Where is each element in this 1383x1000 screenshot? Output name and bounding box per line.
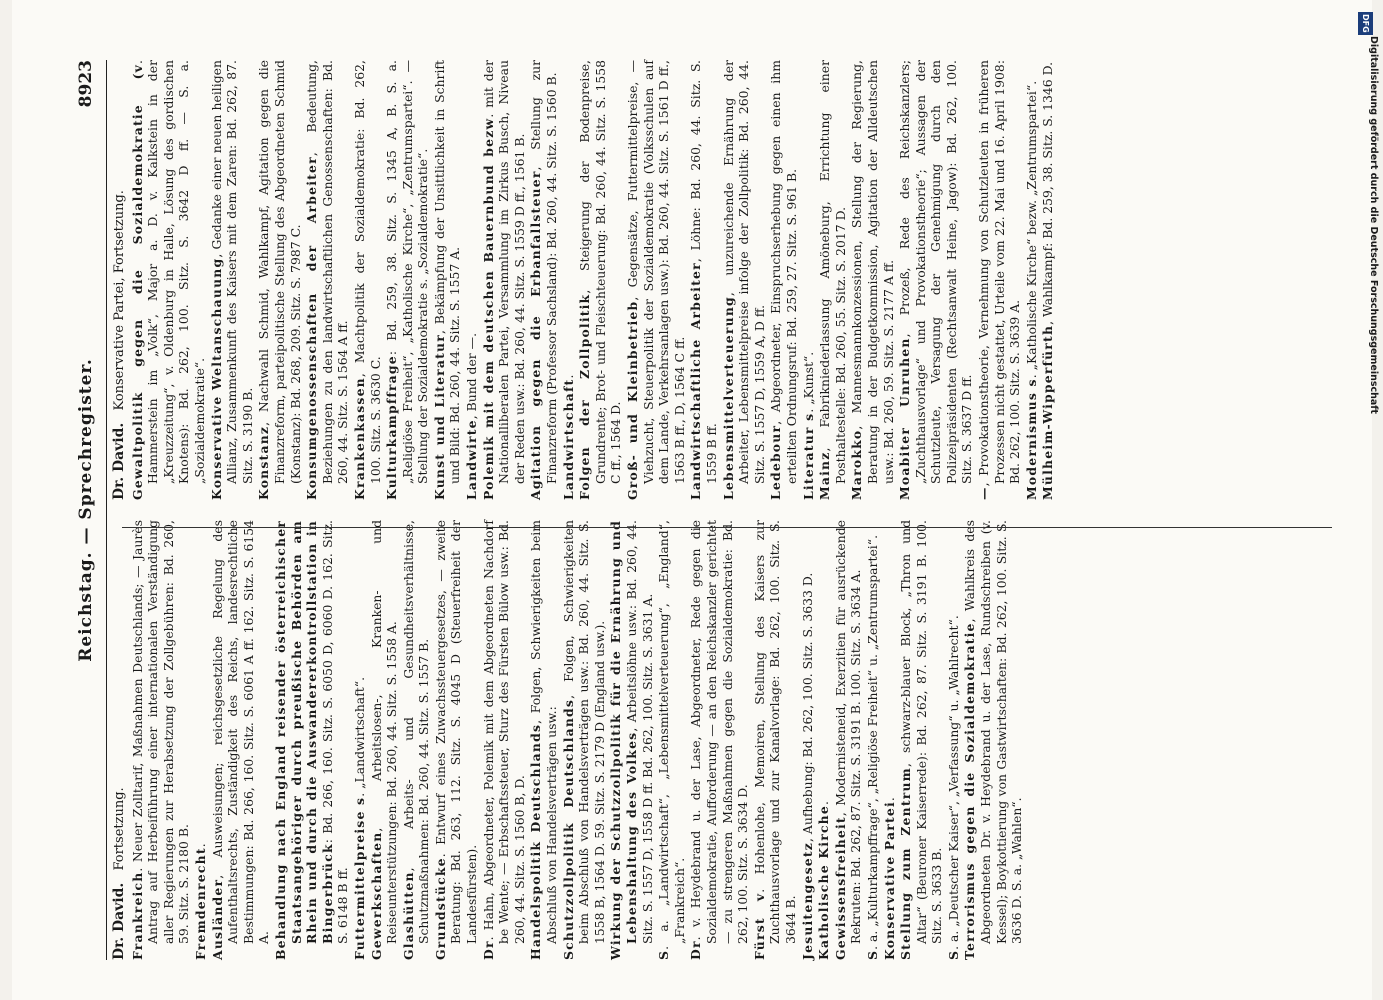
register-entry: Kunst und Literatur, Bekämpfung der Unsittlichkeit in Schrift und Bild: Bd. 260, 44. Sitz. S. 1557 A.: [431, 60, 463, 500]
register-entry: Jesuitengesetz, Aufhebung: Bd. 262, 100. Sitz. S. 3633 D.: [799, 572, 815, 960]
register-entry: S. a. „Kulturkampffrage“, „Religiöse Freiheit“ u. „Zentrumspartei“.: [864, 534, 880, 960]
register-entry: Gewerkschaften, Arbeitslosen-, Kranken- und Reiseunterstützungen: Bd. 260, 44. Sitz. S. 1558 A.: [368, 520, 400, 960]
register-entry: Futtermittelpreise s. „Landwirtschaft“.: [351, 676, 367, 960]
speaker-name: Dr. David.: [111, 882, 127, 960]
register-entry: Landwirte, Bund der —.: [464, 332, 480, 500]
left-column-head: [112, 520, 128, 960]
right-column: [112, 60, 1057, 500]
register-entry: Agitation gegen die Erbanfallsteuer, Stellung zur Finanzreform (Professor Sachsland): Bd. 260, 44. Sitz. S. 1560 B.: [528, 59, 560, 500]
register-entry: Dr. v. Heydebrand u. der Lase, Abgeordneter, Rede gegen die Sozialdemokratie, Aufforderung — an den Reichskanzler gerichtet — zu strengeren Maßnahmen gegen die Sozialdemokratie: Bd. 262, 100. Sitz. S. 3634 D.: [688, 520, 751, 960]
register-entry: Landwirtschaft.: [560, 374, 576, 500]
continuation-label: Konservative Partei, Fortsetzung.: [112, 190, 127, 411]
column-divider: [122, 527, 1332, 528]
register-entry: Behandlung nach England reisender österreichischer Staatsangehöriger durch preußische Behörden am Rhein und durch die Auswandererkontrollstation in Bingerbrück: Bd. 266, 160. Sitz. S. 6050 D, 6060 D. 162. Sitz. S. 6148 B ff.: [272, 520, 351, 960]
register-entry: Grundstücke. Entwurf eines Zuwachssteuergesetzes, — zweite Beratung: Bd. 263, 112. Sitz. S. 4045 D (Steuerfreiheit der Landesfürsten).: [432, 520, 480, 960]
register-entry: Fürst v. Hohenlohe, Memoiren, Stellung des Kaisers zur Zuchthausvorlage und zur Kanalvorlage: Bd. 262, 100. Sitz. S. 3644 B.: [751, 520, 798, 960]
speaker-name: Dr. David.: [111, 422, 127, 500]
register-entry: Lebensmittelverteuerung, unzureichende Ernährung der Arbeiter, Lebensmittelpreise infolge der Zollpolitik: Bd. 260, 44. Sitz. S. 1557 D, 1559 A, D ff.: [720, 60, 767, 500]
register-entry: Ausländer, Ausweisungen; reichsgesetzliche Regelung des Aufenthaltsrechts, Zuständigkeit des Reichs, landesrechtliche Bestimmungen: Bd. 266, 160. Sitz. S. 6061 A ff. 162. Sitz. S. 6154 A.: [209, 520, 272, 960]
digitization-note: Digitalisierung gefördert durch die Deutsche Forschungsgemeinschaft: [1368, 36, 1379, 414]
register-entry: Groß- und Kleinbetrieb, Gegensätze, Futtermittelpreise, — Viehzucht, Steuerpolitik der Sozialdemokratie (Volksschulen auf dem Lande, Verkehrsanlagen usw.): Bd. 260, 44. Sitz. S. 1561 D ff., 1563 B ff., D, 1564 C ff.: [625, 60, 687, 500]
register-entry: Konservative Weltanschauung, Gedanke einer neuen heiligen Allianz, Zusammenkunft des Kaisers mit dem Zaren: Bd. 262, 87. Sitz. S. 3190 B.: [208, 60, 255, 500]
register-entry: Fremdenrecht.: [192, 843, 208, 960]
register-entry: S. a. „Landwirtschaft“, „Lebensmittelverteuerung“, „England“, „Frankreich“.: [656, 520, 687, 960]
register-entry: Schutzzollpolitik Deutschlands, Folgen, Schwierigkeiten beim Abschluß von Handelsverträgen usw.: Bd. 260, 44. Sitz. S. 1558 B, 1564 D. 59. Sitz. S. 2179 D (England usw.).: [560, 520, 607, 960]
digitization-strip: [1353, 6, 1381, 414]
register-entry: Konsumgenossenschaften der Arbeiter, Bedeutung, Beziehungen zu den landwirtschaftlichen Genossenschaften: Bd. 260, 44. Sitz. S. 1564 A ff.: [304, 60, 351, 500]
register-entry: Gewissensfreiheit, Modernisteneid, Exerzitien für ausrückende Rekruten: Bd. 262, 87. Sitz. S. 3191 B. 100. Sitz. S. 3634 A.: [832, 520, 864, 960]
right-entries: [130, 60, 1056, 500]
register-entry: Moabiter Unruhen, Prozeß, Rede des Reichskanzlers; „Zuchthausvorlage“ und Provokationstheorie“; Aussagen der Schutzleute, Versagung der Genehmigung durch den Polizeipräsidenten (Rechtsanwalt Heine, Jagow): Bd. 262, 100. Sitz. S. 3637 D ff.: [897, 60, 975, 500]
register-entry: Wirkung der Schutzzollpolitik für die Ernährung und Lebenshaltung des Volkes, Arbeitslöhne usw.: Bd. 260, 44. Sitz. S. 1557 D, 1558 D ff. Bd. 262, 100. Sitz. S. 3631 A.: [608, 520, 655, 960]
register-entry: Frankreich. Neuer Zolltarif, Maßnahmen Deutschlands; — Jaurès Antrag auf Herbeiführung einer internationalen Verständigung aller Regierungen zur Herabsetzung der Zollgebühren: Bd. 260, 59. Sitz. S. 2180 B.: [129, 520, 192, 960]
register-entry: S. a. „Deutscher Kaiser“, „Verfassung“ u. „Wahlrecht“.: [945, 615, 961, 960]
register-entry: Dr. Hahn, Abgeordneter, Polemik mit dem Abgeordneten Nachdorf be Wente; — Erbschaftssteuer, Sturz des Fürsten Bülow usw.: Bd. 260, 44. Sitz. S. 1560 B, D.: [480, 520, 527, 960]
page-number: 8923: [76, 60, 96, 108]
left-entries: [130, 520, 1025, 960]
register-entry: Gewaltpolitik gegen die Sozialdemokratie (v. Hammerstein im „Volk“, Major a. D. v. Kalkstein in der „Kreuzzeitung“, v. Oldenburg in Halle, Lösung des gordischen Knotens): Bd. 262, 100. Sitz. S. 3642 D ff. — S. a. „Sozialdemokratie“.: [129, 60, 207, 500]
running-head: [70, 60, 107, 960]
register-entry: Konstanz, Nachwahl Schmid, Wahlkampf, Agitation gegen die Finanzreform, parteipolitische Stellung des Abgeordneten Schmid (Konstanz): Bd. 268, 209. Sitz. S. 7987 C.: [256, 60, 303, 500]
register-entry: Glashütten, Arbeits- und Gesundheitsverhältnisse, Schutzmaßnahmen: Bd. 260, 44. Sitz. S. 1557 B.: [400, 520, 432, 960]
register-entry: Kulturkampffrage: Bd. 259, 38. Sitz. S. 1345 A, B. S. a. „Religiöse Freiheit“, „Katholische Kirche“, „Zentrumspartei“. — Stellung der Sozialdemokratie s. „Sozialdemokratie“.: [384, 60, 431, 500]
register-entry: —, Provokationstheorie, Vernehmung von Schutzleuten in früheren Prozessen nicht gestattet, Urteile vom 22. Mai und 16. April 1908: Bd. 262, 100. Sitz. S. 3639 A.: [976, 60, 1023, 500]
register-entry: Modernismus s. „Katholische Kirche“ bezw. „Zentrumspartei“.: [1023, 80, 1039, 500]
register-entry: Mainz, Fabrikniederlassung Amöneburg, Errichtung einer Posthaltestelle: Bd. 260, 55. Sitz. S. 2017 D.: [817, 60, 848, 500]
register-entry: Stellung zum Zentrum, schwarz-blauer Block, „Thron und Altar“ (Beuroner Kaiserrede): Bd. 262, 87. Sitz. S. 3191 B. 100. Sitz. S. 3633 B.: [898, 519, 945, 960]
register-entry: Handelspolitik Deutschlands, Folgen, Schwierigkeiten beim Abschluß von Handelsverträgen usw.:: [528, 520, 560, 960]
register-entry: Terrorismus gegen die Sozialdemokratie, Wahlkreis des Abgeordneten Dr. v. Heydebrand u. der Lase, Rundschreiben (v. Kessel); Boykottierung von Gastwirtschaften: Bd. 262, 100. Sitz. S. 3636 D. S. a. „Wahlen“.: [962, 519, 1025, 960]
register-entry: Katholische Kirche.: [816, 801, 832, 960]
register-entry: Konservative Partei.: [881, 797, 897, 960]
register-entry: Polemik mit dem deutschen Bauernbund bezw. mit der Nationalliberalen Partei, Versammlung im Zirkus Busch, Niveau der Reden usw.: Bd. 260, 44. Sitz. S. 1559 D ff., 1561 B.: [480, 60, 527, 500]
register-entry: Literatur s. „Kunst“.: [800, 351, 816, 500]
register-entry: Landwirtschaftliche Arbeiter, Löhne: Bd. 260, 44. Sitz. S. 1559 B ff.: [688, 60, 719, 500]
register-entry: Folgen der Zollpolitik, Steigerung der Bodenpreise, Grundrente; Brot- und Fleischteuerung: Bd. 260, 44. Sitz. S. 1558 C ff., 1564 D.: [577, 60, 624, 500]
register-entry: Marokko, Mannesmannkonzessionen, Stellung der Regierung, Beratung in der Budgetkommission, Agitation der Alldeutschen usw.: Bd. 260, 59. Sitz. S. 2177 A ff.: [849, 60, 896, 500]
continuation-label: Fortsetzung.: [112, 787, 127, 871]
register-page: [12, 0, 1372, 1000]
register-entry: Ledebour, Abgeordneter, Einspruchserhebung gegen einen ihm erteilten Ordnungsruf: Bd. 259, 27. Sitz. S. 961 B.: [768, 60, 799, 500]
running-head-title: Reichstag. — Sprechregister.: [76, 358, 96, 662]
register-entry: Mülheim-Wipperfürth, Wahlkampf: Bd. 259, 38. Sitz. S. 1346 D.: [1040, 61, 1056, 500]
left-column: [112, 520, 1026, 960]
dfg-logo: DFG: [1358, 12, 1373, 35]
register-entry: Krankenkassen, Machtpolitik der Sozialdemokratie: Bd. 262, 100. Sitz. S. 3630 C.: [351, 60, 383, 500]
right-column-head: [112, 60, 128, 500]
